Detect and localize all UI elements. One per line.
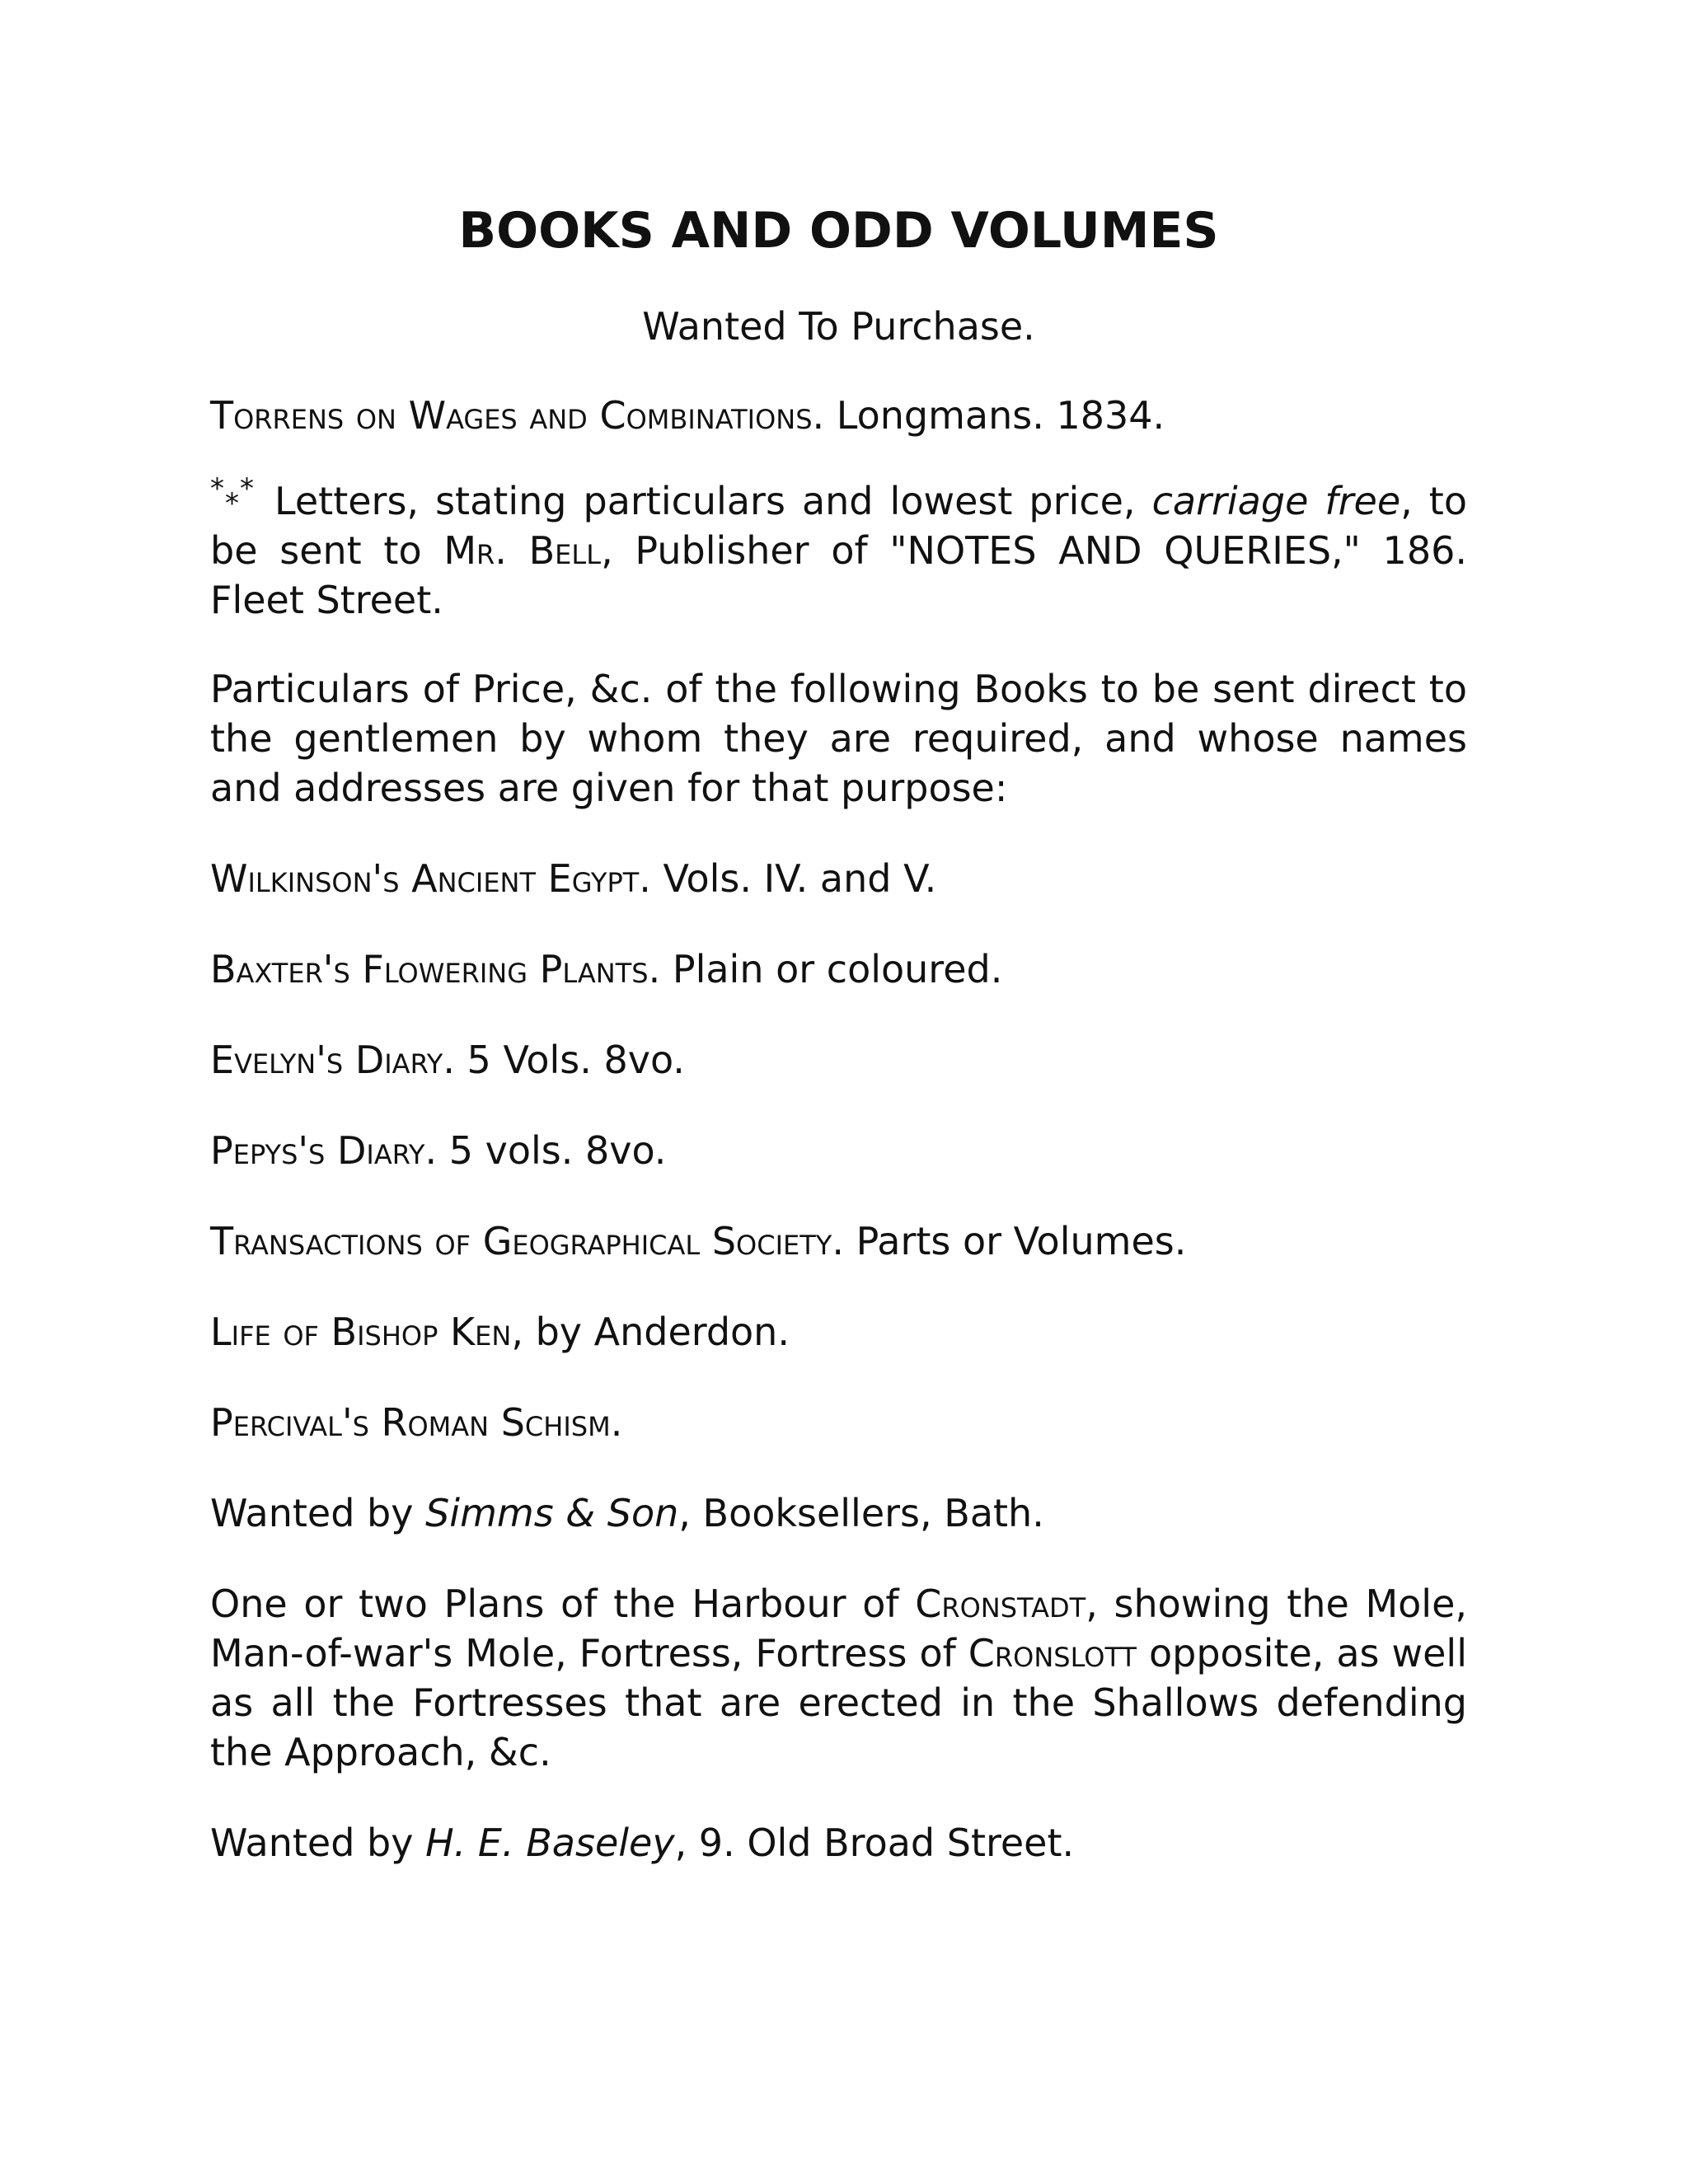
book-detail: . Longmans. 1834. — [812, 393, 1165, 438]
letters-text-before: Letters, stating particulars and lowest price, — [258, 479, 1152, 523]
wanted-prefix: Wanted by — [210, 1821, 426, 1865]
book-title: Transactions of Geographical Society — [210, 1219, 832, 1263]
wanted-by-baseley — [210, 1818, 1467, 1868]
book-title: Baxter's Flowering Plants — [210, 947, 649, 991]
wanted-by-simms — [210, 1488, 1467, 1538]
requester-address: , Booksellers, Bath. — [678, 1491, 1044, 1535]
requester-name: H. E. Baseley — [425, 1821, 675, 1865]
wanted-prefix: Wanted by — [210, 1491, 426, 1535]
asterism-mark: * * * — [210, 472, 254, 520]
book-detail: . 5 Vols. 8vo. — [443, 1038, 685, 1082]
book-entry-transactions — [210, 1216, 1467, 1266]
place-name: Cronslott — [968, 1631, 1137, 1675]
particulars-paragraph: Particulars of Price, &c. of the following Books to be sent direct to the gentlemen by whom they are required, and whose names and addresses are given for that purpose: — [210, 667, 1467, 810]
book-entry-bishop-ken — [210, 1307, 1467, 1357]
book-title: Percival's Roman Schism — [210, 1400, 611, 1445]
book-entry-percival — [210, 1398, 1467, 1447]
torrens-entry — [210, 391, 1467, 440]
book-detail: . Vols. IV. and V. — [639, 856, 937, 901]
requester-address: , 9. Old Broad Street. — [674, 1821, 1075, 1865]
book-title: Pepys's Diary — [210, 1128, 425, 1173]
plans-text: , showing the Mole, Man-of-war's Mole, Fortress, Fortress of — [210, 1582, 1467, 1675]
letters-notice — [210, 472, 1467, 625]
document-title: BOOKS AND ODD VOLUMES — [458, 202, 1219, 260]
document-subtitle: Wanted To Purchase. — [642, 304, 1035, 349]
book-title: Life of Bishop Ken — [210, 1310, 512, 1354]
document-page — [210, 190, 1467, 1868]
carriage-free-emphasis: carriage free — [1151, 479, 1401, 523]
book-detail: . Plain or coloured. — [648, 947, 1003, 991]
plans-text: opposite, as well as all the Fortresses that are erected in the Shallows defending the Approach, &c. — [210, 1631, 1467, 1774]
letters-text-middle: , to be sent to — [210, 479, 1467, 573]
book-entry-baxter — [210, 944, 1467, 994]
book-detail: , by Anderdon. — [511, 1310, 790, 1354]
book-detail: . Parts or Volumes. — [832, 1219, 1187, 1263]
book-detail: . 5 vols. 8vo. — [424, 1128, 667, 1173]
place-name: Cronstadt — [915, 1582, 1086, 1626]
book-title: Evelyn's Diary — [210, 1038, 443, 1082]
book-entry-evelyn — [210, 1035, 1467, 1085]
book-title: Wilkinson's Ancient Egypt — [210, 856, 640, 901]
letters-text-after: , Publisher of "NOTES AND QUERIES," 186. Fleet Street. — [210, 528, 1467, 622]
book-detail: . — [610, 1400, 623, 1445]
book-entry-wilkinson — [210, 854, 1467, 903]
book-title: Torrens on Wages and Combinations — [210, 393, 813, 438]
plans-text: One or two Plans of the Harbour of — [210, 1582, 916, 1626]
book-entry-pepys — [210, 1126, 1467, 1175]
publisher-name: Mr. Bell — [443, 528, 602, 573]
plans-paragraph — [210, 1579, 1467, 1777]
requester-name: Simms & Son — [425, 1491, 679, 1535]
